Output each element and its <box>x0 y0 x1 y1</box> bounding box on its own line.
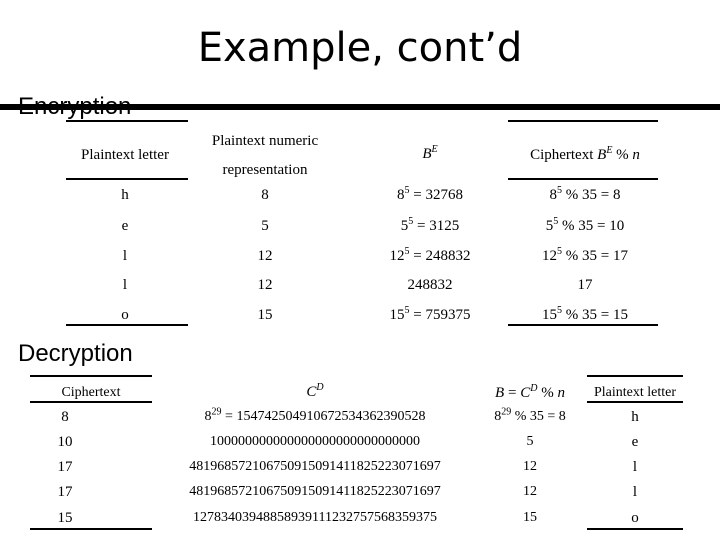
dec-cell-ciphertext: 15 <box>57 510 73 526</box>
dec-header-cd <box>160 383 470 401</box>
enc-cipher-rest: % 35 = 8 <box>562 187 621 203</box>
enc-cell-cipher: 17 <box>577 277 593 293</box>
enc-cipher-base: 5 <box>545 218 554 234</box>
enc-cell-numeric: 12 <box>257 277 273 293</box>
dec-cell-letter: e <box>631 434 639 450</box>
enc-header-cipher-prefix: Ciphertext <box>530 147 598 163</box>
enc-header-be-exp: E <box>431 144 438 155</box>
dec-cell-ciphertext: 17 <box>57 484 73 500</box>
enc-cipher-exp: 5 <box>557 246 563 257</box>
enc-power-eq: = 32768 <box>409 187 463 203</box>
dec-header-b-c: C <box>520 385 531 401</box>
enc-cell-letter: h <box>121 187 129 203</box>
enc-power-eq: = 3125 <box>413 218 460 234</box>
enc-power-base: 5 <box>400 218 409 234</box>
enc-header-be <box>370 145 490 163</box>
enc-cell-letter: o <box>121 307 129 323</box>
dec-cell-b: 12 <box>523 459 537 474</box>
dec-header-ciphertext: Ciphertext <box>61 385 121 400</box>
dec-cell-b: 15 <box>523 510 537 525</box>
dec-cell-power: 481968572106750915091411825223071697 <box>189 484 441 499</box>
dec-cell-ciphertext: 17 <box>57 459 73 475</box>
enc-cipher-exp: 5 <box>553 216 559 227</box>
enc-cell-numeric: 5 <box>261 218 269 234</box>
dec-cell-power: 100000000000000000000000000000 <box>210 434 420 449</box>
enc-header-ciphertext <box>505 146 665 164</box>
enc-cell-power <box>340 186 520 204</box>
dec-power-base: 8 <box>204 409 212 424</box>
enc-power-eq: = 759375 <box>409 307 471 323</box>
dec-cell-letter: l <box>632 484 638 500</box>
dec-b-exp: 29 <box>501 406 512 418</box>
enc-bottom-line <box>66 324 188 326</box>
enc-cell-numeric: 8 <box>261 187 269 203</box>
enc-cell-power <box>340 306 520 324</box>
dec-cell-ciphertext: 10 <box>57 434 73 450</box>
enc-header-numeric-line2: representation <box>222 162 308 178</box>
dec-header-letter: Plaintext letter <box>593 385 677 400</box>
dec-cell-b: 5 <box>526 434 534 449</box>
enc-header-cipher-exp: E <box>606 145 613 156</box>
dec-cell-power: 12783403948858939111232757568359375 <box>193 510 437 525</box>
enc-cipher-base: 8 <box>549 187 558 203</box>
dec-cell-ciphertext: 8 <box>61 409 69 425</box>
enc-header-cipher-n: n <box>632 147 640 163</box>
dec-bottom-line <box>30 528 152 530</box>
dec-cell-letter: l <box>632 459 638 475</box>
enc-cipher-exp: 5 <box>557 185 563 196</box>
enc-cipher-rest: % 35 = 10 <box>558 218 625 234</box>
enc-cell-numeric: 12 <box>257 248 273 264</box>
dec-header-cd-exp: D <box>316 382 324 393</box>
enc-header-bottom-line <box>508 178 658 180</box>
enc-cell-letter: e <box>121 218 129 234</box>
dec-header-bottom-line <box>587 401 683 403</box>
enc-header-letter: Plaintext letter <box>81 147 169 163</box>
enc-header-top-line <box>66 120 188 122</box>
dec-header-bottom-line <box>30 401 152 403</box>
enc-cell-letter: l <box>122 277 128 293</box>
decryption-heading: Decryption <box>18 340 133 367</box>
enc-cipher-rest: % 35 = 17 <box>562 248 628 264</box>
enc-cell-cipher <box>505 186 665 204</box>
enc-power-eq: = 248832 <box>409 248 471 264</box>
dec-cell-letter: h <box>631 409 639 425</box>
dec-header-b-mod: % <box>537 385 558 401</box>
dec-header-top-line <box>30 375 152 377</box>
enc-header-bottom-line <box>66 178 188 180</box>
enc-cell-letter: l <box>122 248 128 264</box>
dec-header-b-n: n <box>557 385 565 401</box>
dec-header-b <box>470 384 590 402</box>
enc-header-be-base: B <box>422 146 432 162</box>
dec-cell-b: 12 <box>523 484 537 499</box>
enc-power-base: 12 <box>389 248 405 264</box>
enc-cell-power <box>340 217 520 235</box>
enc-header-cipher-mod: % <box>612 147 633 163</box>
enc-header-numeric-line1: Plaintext numeric <box>211 133 319 149</box>
enc-power-exp: 5 <box>404 305 410 316</box>
enc-power-base: 8 <box>397 187 405 203</box>
dec-cell-power: 481968572106750915091411825223071697 <box>189 459 441 474</box>
enc-cell-numeric: 15 <box>257 307 273 323</box>
enc-cell-power <box>340 247 520 265</box>
dec-header-b-eq: = <box>504 385 521 401</box>
enc-cipher-base: 12 <box>542 248 558 264</box>
dec-header-b-exp: D <box>530 383 538 394</box>
enc-cell-power: 248832 <box>407 277 453 293</box>
enc-power-base: 15 <box>389 307 405 323</box>
enc-power-exp: 5 <box>408 216 414 227</box>
dec-bottom-line <box>587 528 683 530</box>
enc-cell-cipher <box>505 306 665 324</box>
enc-cipher-base: 15 <box>542 307 558 323</box>
enc-bottom-line <box>508 324 658 326</box>
enc-cipher-rest: % 35 = 15 <box>562 307 628 323</box>
dec-power-exp: 29 <box>211 406 222 418</box>
title-rule-right <box>130 104 720 110</box>
enc-cell-cipher <box>505 247 665 265</box>
slide-title: Example, cont’d <box>197 25 523 71</box>
dec-cell-power <box>160 408 470 426</box>
dec-header-b-lhs: B <box>495 385 505 401</box>
enc-header-top-line <box>508 120 658 122</box>
dec-header-top-line <box>587 375 683 377</box>
enc-cell-cipher <box>505 217 665 235</box>
dec-cell-b <box>470 408 590 426</box>
enc-cipher-exp: 5 <box>557 305 563 316</box>
enc-header-cipher-base: B <box>597 147 607 163</box>
enc-header-numeric <box>195 132 335 150</box>
enc-power-exp: 5 <box>404 185 410 196</box>
encryption-heading: Encryption <box>18 93 132 120</box>
dec-b-rest: % 35 = 8 <box>511 409 566 424</box>
dec-header-cd-base: C <box>306 384 317 400</box>
dec-power-eq: = 154742504910672534362390528 <box>221 409 426 424</box>
dec-b-base: 8 <box>494 409 502 424</box>
enc-power-exp: 5 <box>404 246 410 257</box>
dec-cell-letter: o <box>631 510 639 526</box>
